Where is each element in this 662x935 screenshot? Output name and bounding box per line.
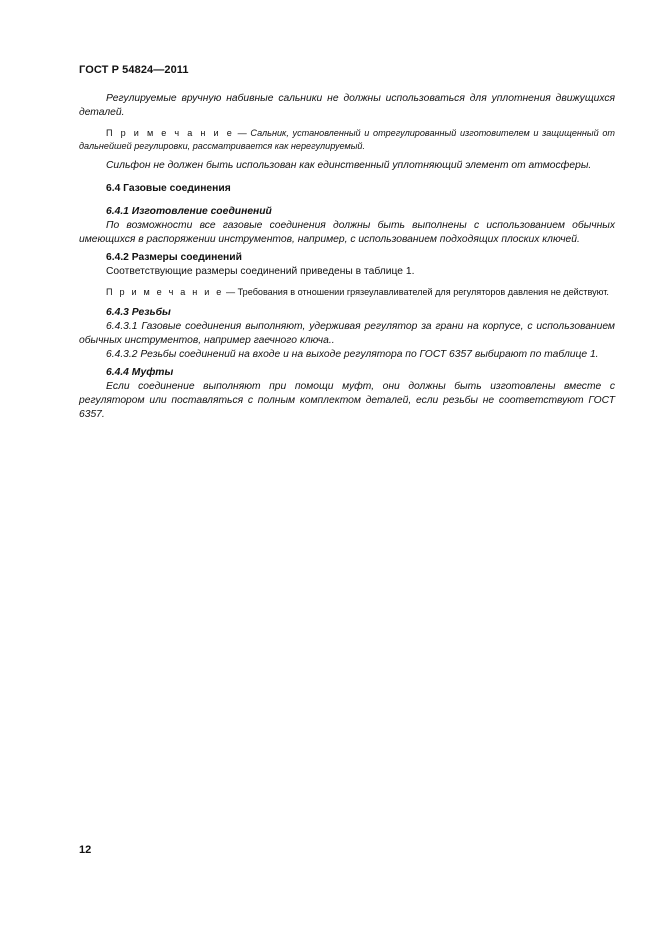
note-text: — Сальник, установленный и отрегулированный изготовителем и защищенный от дальнейшей регулировки, рассматривается как нерегулируемый. <box>79 128 615 151</box>
section-heading-6-4: 6.4 Газовые соединения <box>106 183 231 194</box>
note-label: П р и м е ч а н и е <box>106 128 234 138</box>
page-content <box>79 92 615 422</box>
note-label: П р и м е ч а н и е <box>106 287 224 297</box>
note-dirt-traps <box>79 286 615 299</box>
note-text: — Требования в отношении грязеулавливателей для регуляторов давления не действуют. <box>223 287 609 297</box>
subsection-heading-6-4-3: 6.4.3 Резьбы <box>106 306 171 318</box>
paragraph-6-4-1: По возможности все газовые соединения должны быть выполнены с использованием обычных имеющихся в распоряжении инструментов, например, с использованием подходящих плоских ключей. <box>79 220 615 245</box>
paragraph-6-4-3-2: 6.4.3.2 Резьбы соединений на входе и на выходе регулятора по ГОСТ 6357 выбирают по таблице 1. <box>106 348 599 360</box>
page-number: 12 <box>79 844 92 856</box>
note-stuffing-box <box>79 127 615 152</box>
paragraph-6-4-2: Соответствующие размеры соединений приведены в таблице 1. <box>106 266 415 277</box>
paragraph-bellows: Сильфон не должен быть использован как единственный уплотняющий элемент от атмосферы. <box>106 160 592 171</box>
subsection-heading-6-4-4: 6.4.4 Муфты <box>106 366 174 378</box>
paragraph-6-4-4: Если соединение выполняют при помощи муфт, они должны быть изготовлены вместе с регулятором или поставляться с полным комплектом деталей, если резьбы не соответствуют ГОСТ 6357. <box>79 380 615 420</box>
document-code-header: ГОСТ Р 54824—2011 <box>79 64 189 76</box>
subsection-heading-6-4-2: 6.4.2 Размеры соединений <box>106 252 242 263</box>
subsection-heading-6-4-1: 6.4.1 Изготовление соединений <box>106 206 272 217</box>
paragraph-stuffing-boxes: Регулируемые вручную набивные сальники не должны использоваться для уплотнения движущихся деталей. <box>79 93 615 118</box>
paragraph-6-4-3-1: 6.4.3.1 Газовые соединения выполняют, удерживая регулятор за грани на корпусе, с использованием обычных инструментов, например гаечного ключа.. <box>79 320 615 346</box>
